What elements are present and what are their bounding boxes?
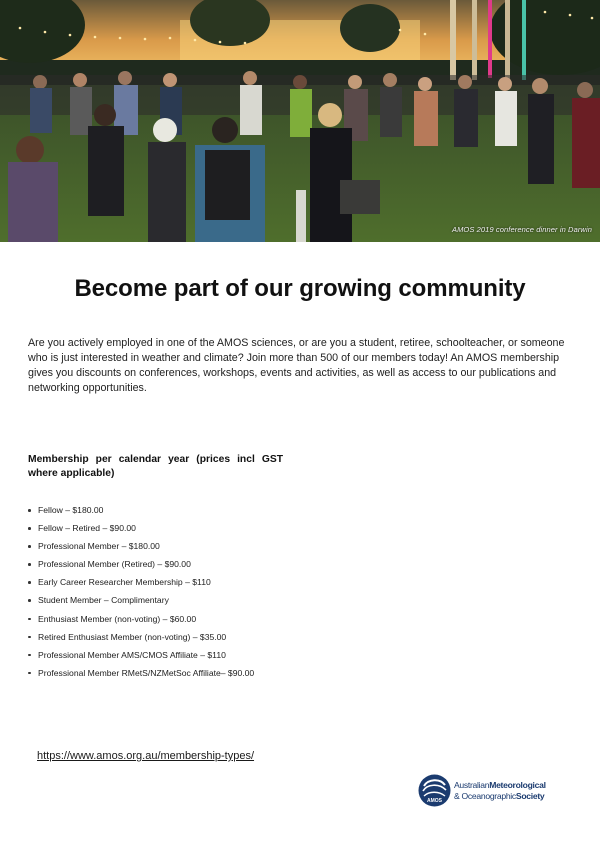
amos-swirl-logo-icon	[418, 774, 451, 807]
list-item: Student Member – Complimentary	[28, 594, 254, 612]
list-item: Professional Member AMS/CMOS Affiliate – $110	[28, 649, 254, 667]
list-item: Professional Member (Retired) – $90.00	[28, 558, 254, 576]
logo-word: Australian	[454, 780, 490, 790]
hero-photo	[0, 0, 600, 242]
page-title: Become part of our growing community	[74, 275, 526, 302]
membership-heading: Membership per calendar year (prices incl GST where applicable)	[28, 454, 283, 479]
membership-price-list	[28, 504, 254, 685]
intro-paragraph: Are you actively employed in one of the AMOS sciences, or are you a student, retiree, schoolteacher, or someone who is just interested in weather and climate? Join more than 500 of our members today! An AMOS membership gives you discounts on conferences, workshops, events and activities, as well as access to our publications and networking opportunities.	[28, 337, 565, 394]
logo-word: Society	[515, 790, 545, 801]
list-item: Professional Member – $180.00	[28, 540, 254, 558]
event-photo-illustration	[0, 0, 600, 242]
list-item: Professional Member RMetS/NZMetSoc Affiliate– $90.00	[28, 667, 254, 685]
logo-word: Meteorological	[489, 780, 546, 790]
photo-caption: AMOS 2019 conference dinner in Darwin	[451, 225, 592, 234]
list-item: Retired Enthusiast Member (non-voting) – $35.00	[28, 631, 254, 649]
amos-logo	[418, 774, 578, 808]
logo-wordmark	[454, 780, 546, 801]
list-item: Enthusiast Member (non-voting) – $60.00	[28, 613, 254, 631]
membership-types-link[interactable]: https://www.amos.org.au/membership-types/	[37, 750, 255, 762]
list-item: Early Career Researcher Membership – $110	[28, 576, 254, 594]
list-item: Fellow – $180.00	[28, 504, 254, 522]
logo-mark-text: AMOS	[427, 798, 442, 804]
list-item: Fellow – Retired – $90.00	[28, 522, 254, 540]
logo-word: & Oceanographic	[454, 790, 516, 801]
